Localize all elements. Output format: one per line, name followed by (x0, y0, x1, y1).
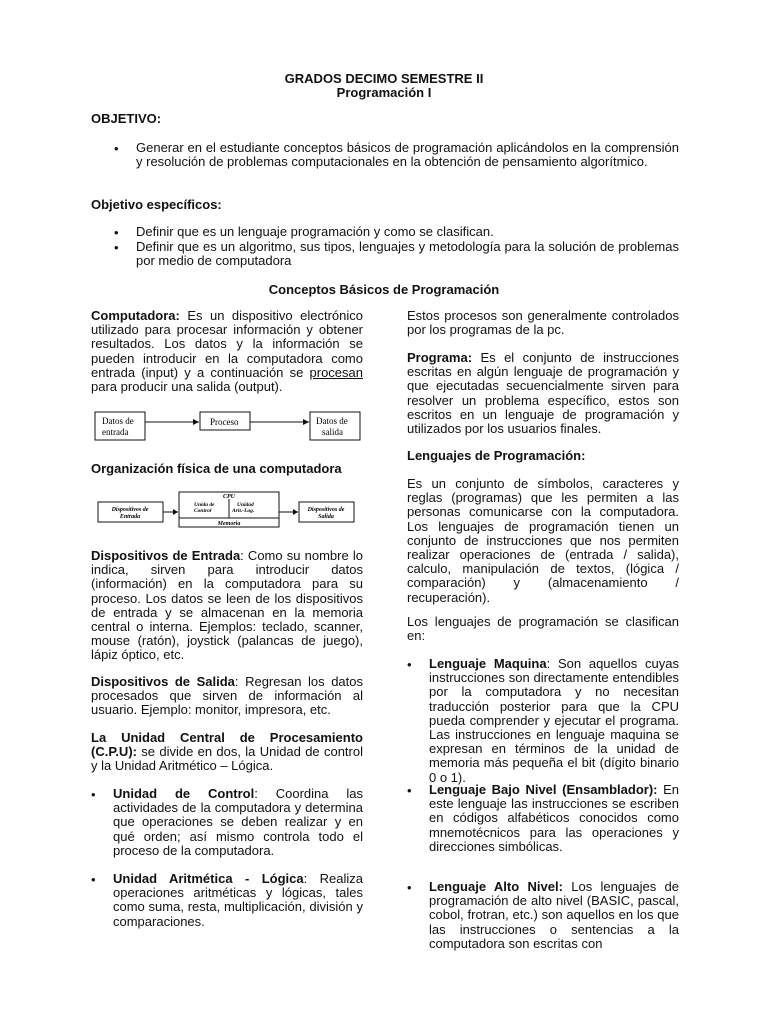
alto-term: Lenguaje Alto Nivel: (429, 879, 563, 894)
salida-term: Dispositivos de Salida (91, 674, 235, 689)
output-devices-label: Dispositivos de (307, 507, 345, 513)
entrada-term: Dispositivos de Entrada (91, 548, 241, 563)
lenguajes-paragraph: Es un conjunto de símbolos, caracteres y reglas (programas) que les permiten a las personas comunicarse con la computadora. Los lenguajes de programación tienen un conjunto de instrucciones que nos permiten realizar operaciones de (entrada / salida), calculo, manipulación de textos, (lógica / comparación) y (almacenamiento / recuperación). (407, 476, 679, 605)
input-devices-label: Entrada (119, 514, 141, 520)
control-item (113, 787, 363, 858)
especifico-item: Definir que es un lenguaje programación y como se clasifican. (136, 224, 494, 239)
bullet-icon: • (407, 657, 412, 672)
cpu-term: La Unidad Central de Procesamiento (C.P.U): (91, 730, 363, 760)
input-devices-label: Dispositivos de (111, 507, 149, 513)
programa-text: Es el conjunto de instrucciones escritas en algún lenguaje de programación y que ejecutadas secuencialmente sirven para resolver un problema específico, estos son escritos en un lenguaje de programación y utilizados por los usuarios finales. (407, 350, 679, 437)
cpu-text: se divide en dos, la Unidad de control y la Unidad Aritmético – Lógica. (91, 744, 363, 774)
bullet-icon: • (407, 783, 412, 798)
doc-subtitle: Programación I (336, 85, 432, 100)
bullet-icon: • (91, 787, 96, 802)
bajo-text: En este lenguaje las instrucciones se escriben en códigos alfabéticos conocidos como mnemotécnicos para las operaciones y direcciones simbólicas. (429, 782, 679, 854)
bullet-icon: • (114, 141, 119, 156)
output-devices-label: Salida (318, 514, 334, 520)
process-label: Proceso (210, 417, 239, 427)
output-label: salida (322, 427, 343, 437)
procesos-paragraph: Estos procesos son generalmente controlados por los programas de la pc. (407, 308, 679, 338)
bullet-icon: • (114, 240, 119, 255)
bullet-icon: • (407, 880, 412, 895)
doc-title: GRADOS DECIMO SEMESTRE II (284, 71, 484, 86)
bajo-term: Lenguaje Bajo Nivel (Ensamblador): (429, 782, 658, 797)
memory-label: Memoria (217, 521, 241, 527)
control-term: Unidad de Control (113, 786, 255, 801)
objetivo-heading: OBJETIVO: (91, 111, 162, 126)
clasifican-paragraph: Los lenguajes de programación se clasifican en: (407, 614, 679, 644)
programa-paragraph (407, 351, 679, 436)
org-heading: Organización física de una computadora (91, 461, 342, 476)
maquina-item (429, 657, 679, 785)
input-label: Datos de (102, 416, 134, 426)
salida-paragraph (91, 675, 363, 718)
lenguajes-heading: Lenguajes de Programación: (407, 448, 586, 463)
cpu-paragraph (91, 731, 363, 774)
alu-label: Arit.-Log. (232, 508, 255, 514)
control-label: Unida de (194, 502, 215, 508)
especifico-item: Definir que es un algoritmo, sus tipos, lenguajes y metodología para la solución de problemas por medio de computadora (136, 239, 679, 269)
alto-text: Los lenguajes de programación de alto nivel (BASIC, pascal, cobol, frotran, etc.) son aquellos en los que las instrucciones o sentencias a la computadora son escritas con (429, 879, 679, 951)
computadora-underlined: procesan (309, 364, 363, 380)
cpu-label: CPU (223, 494, 235, 500)
computadora-paragraph (91, 309, 363, 394)
bajo-item (429, 783, 679, 854)
bullet-icon: • (114, 225, 119, 240)
alu-text: : Realiza operaciones aritméticas y lógicas, tales como suma, resta, multiplicación, división y comparaciones. (113, 871, 364, 929)
alu-label: Unidad (237, 502, 254, 508)
alu-term: Unidad Aritmética - Lógica (113, 871, 304, 886)
organization-diagram (90, 487, 360, 532)
maquina-term: Lenguaje Maquina (429, 656, 547, 671)
computadora-term: Computadora: (91, 308, 180, 323)
programa-term: Programa: (407, 350, 473, 365)
section-title: Conceptos Básicos de Programación (268, 282, 500, 297)
especificos-heading: Objetivo específicos: (91, 197, 222, 212)
alu-item (113, 872, 363, 929)
output-label: Datos de (316, 416, 348, 426)
computadora-end: para producir una salida (output). (91, 379, 283, 395)
computadora-text: Es un dispositivo electrónico utilizado para procesar información y obtener resultados. Los datos y la información se pueden introducir en la computadora como entrada (input) y a continuación se (91, 308, 363, 380)
io-diagram (90, 402, 365, 452)
salida-text: : Regresan los datos procesados que sirven de información al usuario. Ejemplo: monitor, impresora, etc. (91, 674, 363, 718)
bullet-icon: • (91, 872, 96, 887)
entrada-text: : Como su nombre lo indica, sirven para introducir datos (información) en la computadora para su proceso. Los datos se leen de los dispositivos de entrada y se almacenan en la memoria central o interna. Ejemplos: teclado, scanner, mouse (ratón), joystick (palancas de juego), lápiz óptico, etc. (91, 548, 363, 663)
control-text: : Coordina las actividades de la computadora y determina que operaciones se deben realizar y en qué orden; así mismo controla todo el proceso de la computadora. (113, 786, 363, 858)
maquina-text: : Son aquellos cuyas instrucciones son directamente entendibles por la computadora y no necesitan traducción posterior para que la CPU pueda comprender y ejecutar el programa. Las instrucciones en lenguaje maquina se expresan en términos de la unidad de memoria más pequeña el bit (dígito binario 0 o 1). (429, 656, 679, 785)
control-label: Control (194, 508, 212, 514)
objetivo-text: Generar en el estudiante conceptos básicos de programación aplicándolos en la comprensión y resolución de problemas computacionales en la obtención de pensamiento algorítmico. (136, 140, 679, 170)
alto-item (429, 880, 679, 951)
entrada-paragraph (91, 549, 363, 663)
input-label: entrada (102, 427, 129, 437)
